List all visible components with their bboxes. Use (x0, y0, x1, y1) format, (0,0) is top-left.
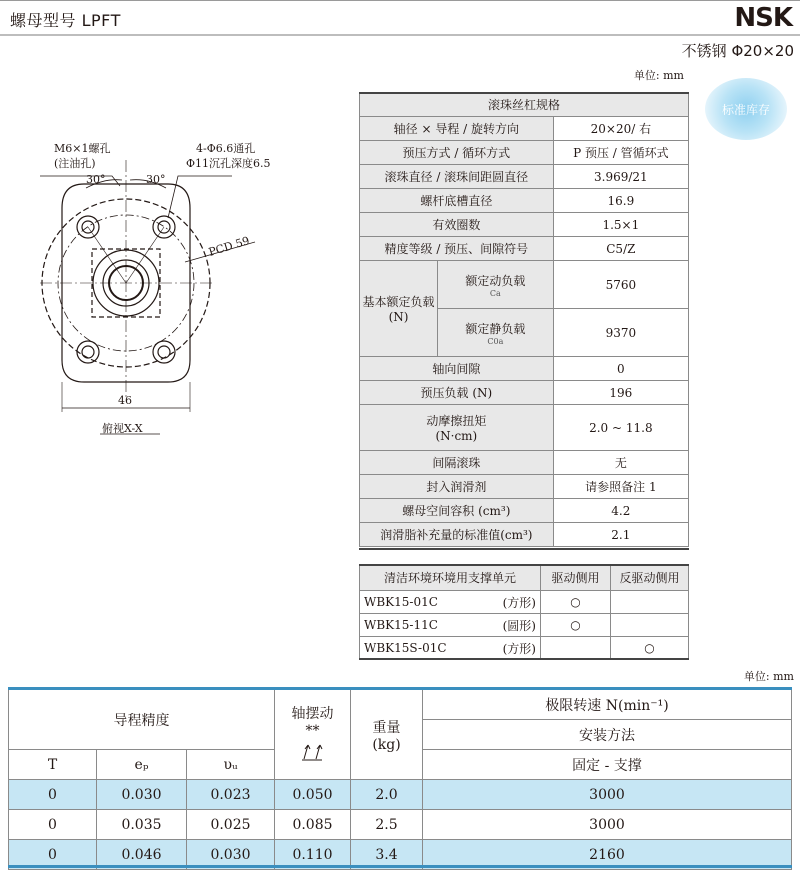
spec-row: 润滑脂补充量的标准值(cm³) 2.1 (360, 523, 689, 547)
stock-badge-label: 标准库存 (721, 102, 770, 117)
spec-row: 间隔滚珠 无 (360, 451, 689, 475)
spec-row: 滚珠直径 / 滚珠间距圆直径 3.969/21 (360, 165, 689, 189)
hole-label-2: (注油孔) (54, 157, 96, 170)
col-T: T (9, 750, 97, 780)
hole-label-1: M6×1螺孔 (54, 142, 111, 155)
angle-left-label: 30° (86, 173, 106, 186)
spec-row-static-load: 额定静负载 C0a 9370 (360, 309, 689, 357)
table-row: 0 0.030 0.023 0.050 2.0 3000 (9, 780, 792, 810)
spec-title: 滚珠丝杠规格 (360, 93, 689, 117)
speed-header: 极限转速 N(min⁻¹) (423, 690, 792, 720)
spec-row: 轴径 × 导程 / 旋转方向 20×20/ 右 (360, 117, 689, 141)
support-row: WBK15-01C (方形) ○ (360, 591, 689, 614)
table-row: 0 0.046 0.030 0.110 3.4 2160 (9, 840, 792, 870)
spec-row: 轴向间隙 0 (360, 357, 689, 381)
spec-row: 螺母空间容积 (cm³) 4.2 (360, 499, 689, 523)
support-row: WBK15S-01C (方形) ○ (360, 637, 689, 660)
unit-label: 单位: mm (633, 69, 684, 82)
unit-label-2: 单位: mm (743, 670, 794, 683)
load-group: 基本额定负载 (N) (360, 261, 438, 357)
spec-row: 预压负载 (N) 196 (360, 381, 689, 405)
table-row: 0 0.035 0.025 0.085 2.5 3000 (9, 810, 792, 840)
lead-accuracy-header: 导程精度 (9, 690, 275, 750)
through-hole-label-2: Φ11沉孔深度6.5 (186, 157, 271, 170)
dim-46-label: 46 (118, 394, 132, 407)
view-label: 俯视X-X (102, 422, 143, 435)
spec-row-torque: 动摩擦扭矩 (N·cm) 2.0 ~ 11.8 (360, 405, 689, 451)
spec-row: 封入润滑剂 请参照备注 1 (360, 475, 689, 499)
spec-row: 预压方式 / 循环方式 P 预压 / 管循环式 (360, 141, 689, 165)
stock-badge (705, 78, 787, 140)
mount-header: 安装方法 (423, 720, 792, 750)
spec-row: 有效圈数 1.5×1 (360, 213, 689, 237)
support-row: WBK15-11C (圆形) ○ (360, 614, 689, 637)
col-ep: eₚ (97, 750, 187, 780)
spec-row: 螺杆底槽直径 16.9 (360, 189, 689, 213)
spec-row: 精度等级 / 预压、间隙符号 C5/Z (360, 237, 689, 261)
spec-table (359, 92, 689, 547)
mount-type: 固定 - 支撑 (423, 750, 792, 780)
runout-arrow-icon (298, 739, 328, 763)
through-hole-label-1: 4-Φ6.6通孔 (196, 142, 256, 155)
nsk-logo: NSK (734, 3, 792, 33)
pcd-label: PCD 59 (207, 234, 252, 259)
page-title: 螺母型号 LPFT (10, 11, 121, 30)
support-table: 清洁环境环境用支撑单元 驱动侧用 反驱动侧用 WBK15-01C (方形) ○ WBK15-11C (圆形) ○ WBK15S-01C (方形) ○ (359, 564, 689, 660)
performance-table (8, 689, 792, 870)
model-subtitle: 不锈钢 Φ20×20 (681, 42, 794, 60)
spec-row-dynamic-load: 基本额定负载 (N) 额定动负载 Ca 5760 (360, 261, 689, 309)
weight-header: 重量 (kg) (351, 690, 423, 780)
col-vu: υᵤ (187, 750, 275, 780)
runout-header: 轴摆动 ** (275, 690, 351, 780)
nut-drawing (0, 130, 350, 440)
angle-right-label: 30° (146, 173, 166, 186)
